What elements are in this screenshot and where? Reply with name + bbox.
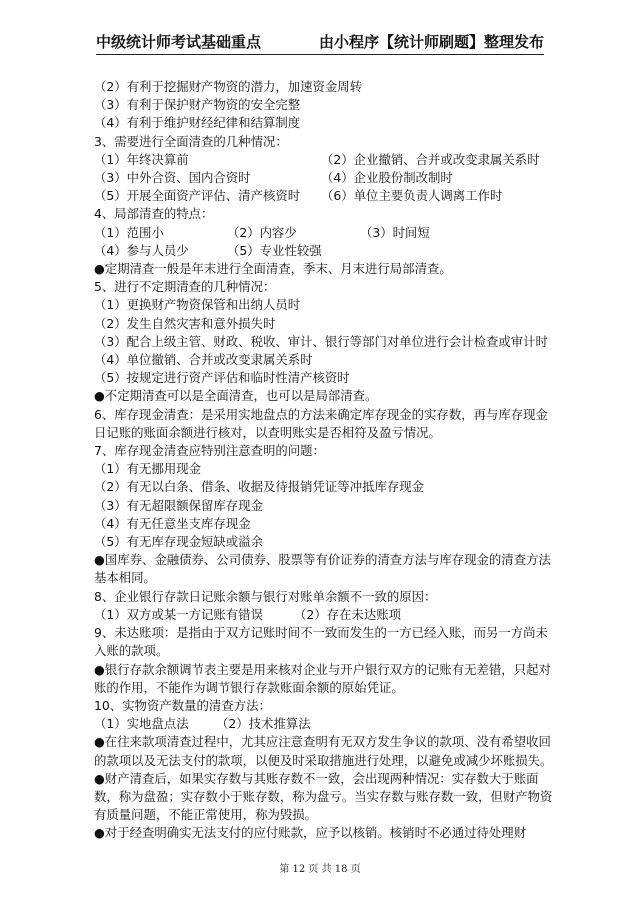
section-heading: 3、需要进行全面清查的几种情况： <box>94 133 288 149</box>
text-line: （2）发生自然灾害和意外损失时 <box>94 315 276 331</box>
bullet-note: ●不定期清查可以是全面清查，也可以是局部清查。 <box>94 388 378 404</box>
text-line: （4）单位撤销、合并或改变隶属关系时 <box>94 352 313 368</box>
text-line: （3）有无超限额保留库存现金 <box>94 497 263 513</box>
list-item: （1）年终决算前 <box>94 151 189 167</box>
list-row <box>94 242 554 260</box>
header-source: 由小程序【统计师刷题】整理发布 <box>318 33 544 51</box>
list-row <box>94 606 554 624</box>
list-row <box>94 151 554 169</box>
section-heading: 5、进行不定期清查的几种情况： <box>94 279 276 295</box>
bullet-note: ●在往来款项清查过程中，尤其应注意查明有无双方发生争议的款项、没有希望收回的款项以及无法支付的款项，以便及时采取措施进行处理，以避免或减少坏账损失。 <box>94 734 553 768</box>
list-item: （2）企业撤销、合并或改变隶属关系时 <box>321 151 540 167</box>
list-item: （2）存在未达账项 <box>294 606 402 622</box>
bullet-note: ●国库券、金融债券、公司债券、股票等有价证券的清查方法与库存现金的清查方法基本相同。 <box>94 552 551 586</box>
list-row <box>94 187 554 205</box>
bullet-note: ●对于经查明确实无法支付的应付账款，应予以核销。核销时不必通过待处理财 <box>94 825 527 841</box>
bullet-note: ●财产清查后，如果实存数与其账存数不一致，会出现两种情况：实存数大于账面数，称为盘盈；实存数小于账存数，称为盘亏。当实存数与账存数一致，但财产物资有质量问题，不能正常使用，称为毁损。 <box>94 770 553 823</box>
section-heading: 10、实物资产数量的清查方法： <box>94 697 271 713</box>
list-item: （6）单位主要负责人调离工作时 <box>321 188 503 204</box>
text-line: （5）按规定进行资产评估和临时性清产核资时 <box>94 370 350 386</box>
page-header <box>96 26 544 55</box>
section-paragraph: 6、库存现金清查：是采用实地盘点的方法来确定库存现金的实存数，再与库存现金日记账的账面余额进行核对，以查明账实是否相符及盈亏情况。 <box>94 406 548 440</box>
list-row <box>94 169 554 187</box>
list-item: （5）开展全面资产评估、清产核资时 <box>94 188 301 204</box>
document-body <box>94 78 554 843</box>
text-line: （4）有利于维护财经纪律和结算制度 <box>94 115 301 131</box>
list-item: （2）内容少 <box>227 224 297 240</box>
text-line: （3）有利于保护财产物资的安全完整 <box>94 97 301 113</box>
list-item: （1）范围小 <box>94 224 164 240</box>
bullet-note: ●银行存款余额调节表主要是用来核对企业与开户银行双方的记账有无差错，只起对账的作用，不能作为调节银行存款账面余额的原始凭证。 <box>94 661 551 695</box>
section-heading: 8、企业银行存款日记账余额与银行对账单余额不一致的原因： <box>94 588 437 604</box>
page-number: 第 12 页 共 18 页 <box>279 864 361 875</box>
section-heading: 4、局部清查的特点： <box>94 206 214 222</box>
text-line: （3）配合上级主管、财政、税收、审计、银行等部门对单位进行会计检查或审计时 <box>94 333 548 349</box>
text-line: （2）有无以白条、借条、收据及待报销凭证等冲抵库存现金 <box>94 479 425 495</box>
list-item: （3）中外合资、国内合资时 <box>94 170 251 186</box>
text-line: （5）有无库存现金短缺或溢余 <box>94 534 263 550</box>
text-line: （4）有无任意坐支库存现金 <box>94 515 251 531</box>
list-item: （4）企业股份制改制时 <box>321 170 453 186</box>
list-item: （1）实地盘点法 <box>94 716 189 732</box>
section-heading: 7、库存现金清查应特别注意查明的问题： <box>94 443 325 459</box>
list-item: （4）参与人员少 <box>94 242 189 258</box>
bullet-note: ●定期清查一般是年末进行全面清查，季末、月末进行局部清查。 <box>94 261 452 277</box>
header-title: 中级统计师考试基础重点 <box>96 33 262 51</box>
list-item: （2）技术推算法 <box>216 716 311 732</box>
list-row <box>94 715 554 733</box>
section-paragraph: 9、未达账项：是指由于双方记账时间不一致而发生的一方已经入账，而另一方尚未入账的款项。 <box>94 625 548 659</box>
text-line: （1）有无挪用现金 <box>94 461 202 477</box>
list-item: （1）双方或某一方记账有错误 <box>94 606 263 622</box>
text-line: （2）有利于挖掘财产物资的潜力，加速资金周转 <box>94 79 363 94</box>
list-item: （5）专业性较强 <box>227 242 322 258</box>
list-item: （3）时间短 <box>360 224 430 240</box>
list-row <box>94 224 554 242</box>
text-line: （1）更换财产物资保管和出纳人员时 <box>94 297 301 313</box>
